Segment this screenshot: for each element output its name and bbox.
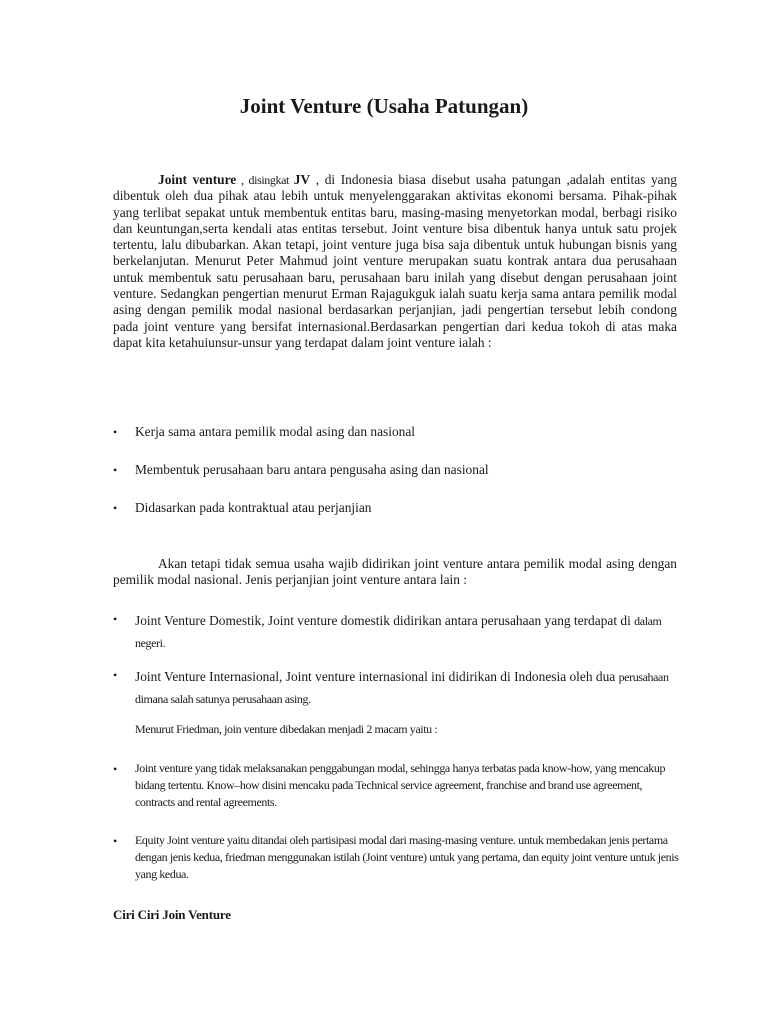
document-title: Joint Venture (Usaha Patungan) bbox=[239, 94, 529, 118]
friedman-intro: Menurut Friedman, join venture dibedakan menjadi 2 macam yaitu : bbox=[135, 722, 438, 736]
bullet-icon: • bbox=[113, 612, 118, 626]
section-heading: Ciri Ciri Join Venture bbox=[113, 907, 231, 922]
term-jv: JV bbox=[293, 172, 311, 187]
list-item: • Joint venture yang tidak melaksanakan penggabungan modal, sehingga hanya terbatas pada know-how, yang mencakup bidang tertentu. Know–how disini mencaku pada Technical service agreement, franchise and brand use agreement, contracts and rental agreements. bbox=[113, 761, 666, 809]
bullet-icon: • bbox=[113, 668, 118, 682]
intro-paragraph: Joint venture , disingkat JV , di Indonesia biasa disebut usaha patungan ,adalah entitas yang dibentuk oleh dua pihak atau lebih untuk menyelenggarakan aktivitas ekonomi bersama. Pihak-pihak yang terlibat sepakat untuk membentuk entitas baru, masing-masing menyetorkan modal, berbagi risiko dan keuntungan,serta kendali atas entitas tersebut. Joint venture bisa dibentuk hanya untuk satu projek tertentu, lalu dibubarkan. Akan tetapi, joint venture juga bisa saja dibentuk untuk hubungan bisnis yang berkelanjutan. Menurut Peter Mahmud joint venture merupakan suatu kontrak antara dua perusahaan untuk membentuk satu perusahaan baru, perusahaan baru inilah yang disebut dengan perusahaan joint venture. Sedangkan pengertian menurut Erman Rajagukguk ialah suatu kerja sama antara pemilik modal asing dengan pemilik modal nasional berdasarkan perjanjian, jadi pengertian tersebut lebih condong pada joint venture yang bersifat internasional.Berdasarkan pengertian dari kedua tokoh di atas maka dapat kita ketahuiunsur-unsur yang terdapat dalam joint venture ialah : bbox=[113, 172, 677, 350]
list-item: • Joint Venture Domestik, Joint venture domestik didirikan antara perusahaan yang terdapat di dalam negeri. bbox=[113, 612, 662, 650]
paragraph-jenis-perjanjian: Akan tetapi tidak semua usaha wajib didirikan joint venture antara pemilik modal asing dengan pemilik modal nasional. Jenis perjanjian joint venture antara lain : bbox=[113, 556, 677, 588]
list-item: • Membentuk perusahaan baru antara pengusaha asing dan nasional bbox=[113, 462, 489, 477]
term-joint-venture: Joint venture bbox=[158, 172, 237, 187]
bullet-icon: • bbox=[113, 425, 118, 439]
bullet-icon: • bbox=[113, 834, 118, 848]
list-item: • Joint Venture Internasional, Joint venture internasional ini didirikan di Indonesia oleh dua perusahaan dimana salah satunya perusahaan asing. bbox=[113, 668, 669, 706]
bullet-icon: • bbox=[113, 463, 118, 477]
bullet-icon: • bbox=[113, 762, 118, 776]
bullet-icon: • bbox=[113, 501, 118, 515]
list-item: • Equity Joint venture yaitu ditandai oleh partisipasi modal dari masing-masing venture. untuk membedakan jenis pertama dengan jenis kedua, friedman menggunakan istilah (Joint venture) untuk yang pertama, dan equity joint venture untuk jenis yang kedua. bbox=[113, 833, 679, 881]
list-item: • Kerja sama antara pemilik modal asing dan nasional bbox=[113, 424, 415, 439]
list-item: • Didasarkan pada kontraktual atau perjanjian bbox=[113, 500, 372, 515]
